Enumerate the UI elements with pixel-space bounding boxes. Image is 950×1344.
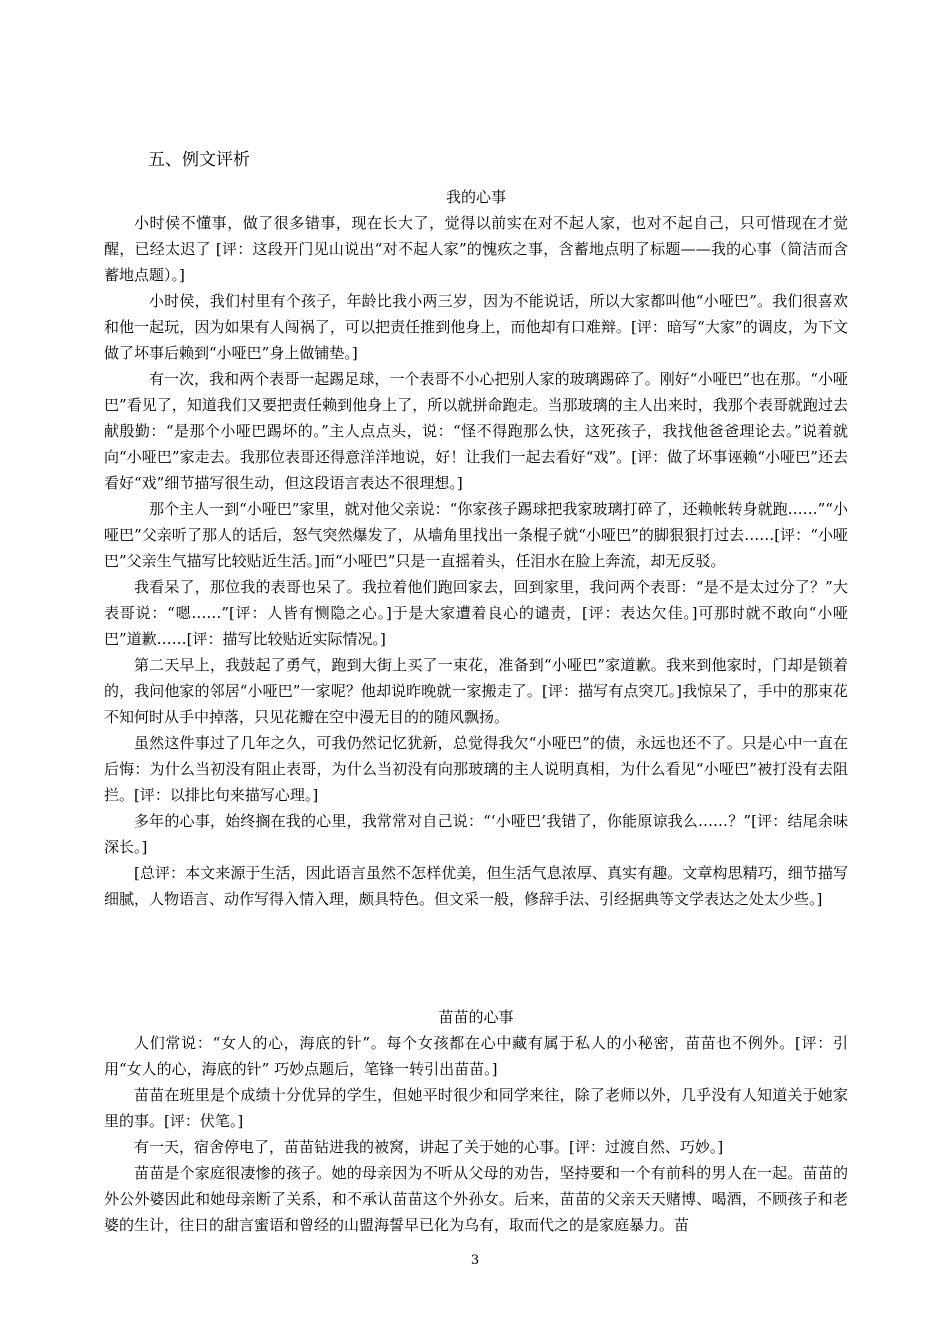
paragraph: 人们常说：“女人的心，海底的针”。每个女孩都在心中藏有属于私人的小秘密，苗苗也不例外。[评：引用“女人的心，海底的针” 巧妙点题后，笔锋一转引出苗苗。] [104,1034,848,1078]
section-heading: 五、例文评析 [148,150,250,170]
paragraph: 小时侯不懂事，做了很多错事，现在长大了，觉得以前实在对不起人家，也对不起自己，只可惜现在才觉醒，已经太迟了 [评：这段开门见山说出“对不起人家”的愧疚之事，含蓄地点明了标题——我的心事（简洁而含蓄地点题）。] [104,214,848,284]
paragraph: 有一天，宿舍停电了，苗苗钻进我的被窝，讲起了关于她的心事。[评：过渡自然、巧妙。] [134,1138,724,1156]
paragraph: 虽然这件事过了几年之久，可我仍然记忆犹新，总觉得我欠“小哑巴”的债，永远也还不了。只是心中一直在后悔：为什么当初没有阻止表哥，为什么当初没有向那玻璃的主人说明真相，为什么看见“小哑巴”被打没有去阻拦。[评：以排比句来描写心理。] [104,734,848,804]
essay-my-worry [104,184,848,912]
page-number: 3 [470,1253,480,1268]
essay-title: 苗苗的心事 [438,1008,514,1026]
paragraph: 那个主人一到“小哑巴”家里，就对他父亲说：“你家孩子踢球把我家玻璃打碎了，还赖帐转身就跑……”“小哑巴”父亲听了那人的话后，怒气突然爆发了，从墙角里找出一条棍子就“小哑巴”的脚狠狠打过去……[评：“小哑巴”父亲生气描写比较贴近生活。]而“小哑巴”只是一直摇着头，任泪水在脸上奔流，却无反驳。 [104,500,848,570]
essay-title: 我的心事 [445,188,506,206]
paragraph: 苗苗是个家庭很凄惨的孩子。她的母亲因为不听从父母的劝告，坚持要和一个有前科的男人在一起。苗苗的外公外婆因此和她母亲断了关系，和不承认苗苗这个外孙女。后来，苗苗的父亲天天赌博、喝酒，不顾孩子和老婆的生计，往日的甜言蜜语和曾经的山盟海誓早已化为乌有，取而代之的是家庭暴力。苗 [104,1164,848,1234]
paragraph: 苗苗在班里是个成绩十分优异的学生，但她平时很少和同学来往，除了老师以外，几乎没有人知道关于她家里的事。[评：伏笔。] [104,1086,848,1130]
essay-miaomiao-worry [104,1004,848,1238]
paragraph: 小时侯，我们村里有个孩子，年龄比我小两三岁，因为不能说话，所以大家都叫他“小哑巴”。我们很喜欢和他一起玩，因为如果有人闯祸了，可以把责任推到他身上，而他却有口难辩。[评：暗写“大家”的调皮，为下文做了坏事后赖到“小哑巴”身上做铺垫。] [104,292,848,362]
paragraph: 有一次，我和两个表哥一起踢足球，一个表哥不小心把别人家的玻璃踢碎了。刚好“小哑巴”也在那。“小哑巴”看见了，知道我们又要把责任赖到他身上了，所以就拼命跑走。当那玻璃的主人出来时，我那个表哥就跑过去献殷勤：“是那个小哑巴踢坏的。”主人点点头，说：“怪不得跑那么快，这死孩子，我找他爸爸理论去。”说着就向“小哑巴”家走去。我那位表哥还得意洋洋地说，好！让我们一起去看好“戏”。[评：做了坏事诬赖“小哑巴”还去看好“戏”细节描写很生动，但这段语言表达不很理想。] [104,370,848,492]
summary-comment: [总评：本文来源于生活，因此语言虽然不怎样优美，但生活气息浓厚、真实有趣。文章构思精巧，细节描写细腻，人物语言、动作写得入情入理，颇具特色。但文采一般，修辞手法、引经据典等文学表达之处太少些。] [104,864,848,908]
paragraph: 我看呆了，那位我的表哥也呆了。我拉着他们跑回家去，回到家里，我问两个表哥：“是不是太过分了？”大表哥说：“嗯……”[评：人皆有恻隐之心。]于是大家遭着良心的谴责，[评：表达欠佳。]可那时就不敢向“小哑巴”道歉……[评：描写比较贴近实际情况。] [104,578,848,648]
paragraph: 第二天早上，我鼓起了勇气，跑到大街上买了一束花，准备到“小哑巴”家道歉。我来到他家时，门却是锁着的，我问他家的邻居“小哑巴”一家呢？他却说昨晚就一家搬走了。[评：描写有点突兀。]我惊呆了，手中的那束花不知何时从手中掉落，只见花瓣在空中漫无目的的随风飘扬。 [104,656,848,726]
paragraph: 多年的心事，始终搁在我的心里，我常常对自己说：“‘小哑巴’我错了，你能原谅我么……？”[评：结尾余味深长。] [104,812,848,856]
